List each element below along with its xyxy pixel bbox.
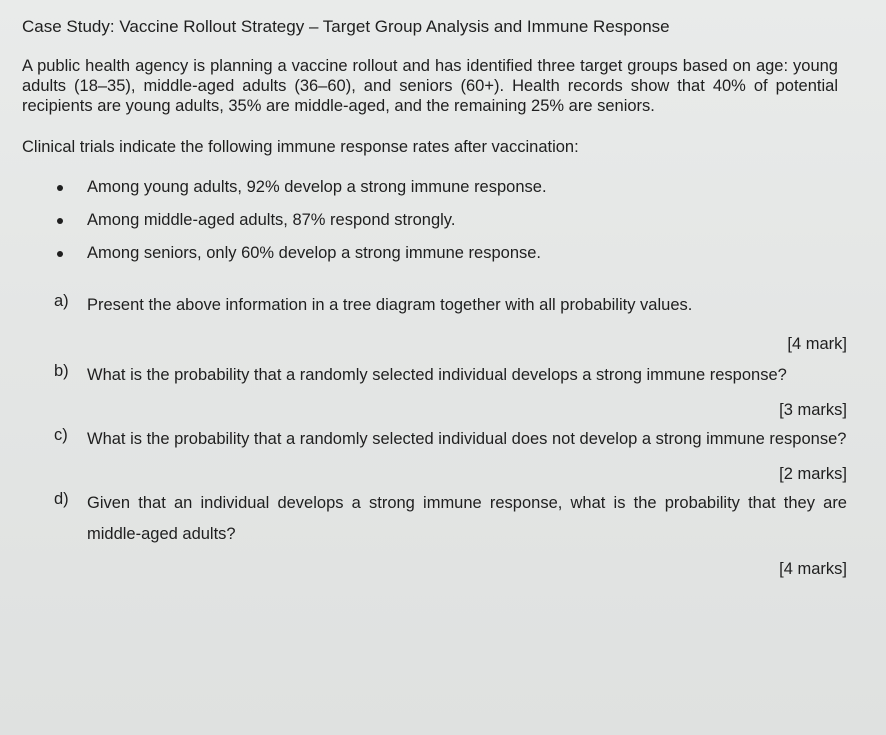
question-label: b) [54,362,69,380]
marks-label: [3 marks] [779,401,847,419]
questions-section [22,290,848,580]
question-text: What is the probability that a randomly selected individual develops a strong immune response? [87,366,787,384]
document-title: Case Study: Vaccine Rollout Strategy – Target Group Analysis and Immune Response [22,17,670,36]
marks-label: [4 mark] [787,335,847,353]
question-a [22,290,848,355]
question-label: c) [54,426,68,444]
marks-label: [4 marks] [779,560,847,578]
bullet-dot-icon [57,218,63,224]
bullet-text: Among young adults, 92% develop a strong immune response. [87,178,547,196]
bullet-dot-icon [57,185,63,191]
question-c [22,424,848,485]
immune-response-list [22,176,848,264]
question-text: Present the above information in a tree diagram together with all probability values. [87,296,693,314]
question-text: Given that an individual develops a strong immune response, what is the probability that they are middle-aged adults? [87,494,847,543]
bullet-item-middle-aged [22,209,848,231]
bullet-item-young-adults [22,176,848,198]
question-text: What is the probability that a randomly selected individual does not develop a strong immune response? [87,430,847,448]
bullet-dot-icon [57,251,63,257]
question-d [22,488,848,580]
intro-paragraph: A public health agency is planning a vaccine rollout and has identified three target groups based on age: young adults (18–35), middle-aged adults (36–60), and seniors (60+). Health records show that 40% of potential recipients are young adults, 35% are middle-aged, and the remaining 25% are seniors. [22,57,838,115]
question-label: a) [54,292,69,310]
bullet-item-seniors [22,242,848,264]
marks-label: [2 marks] [779,465,847,483]
bullet-text: Among middle-aged adults, 87% respond strongly. [87,211,456,229]
question-label: d) [54,490,69,508]
question-b [22,360,848,421]
bullet-text: Among seniors, only 60% develop a strong immune response. [87,244,541,262]
clinical-trials-intro: Clinical trials indicate the following immune response rates after vaccination: [22,138,579,156]
